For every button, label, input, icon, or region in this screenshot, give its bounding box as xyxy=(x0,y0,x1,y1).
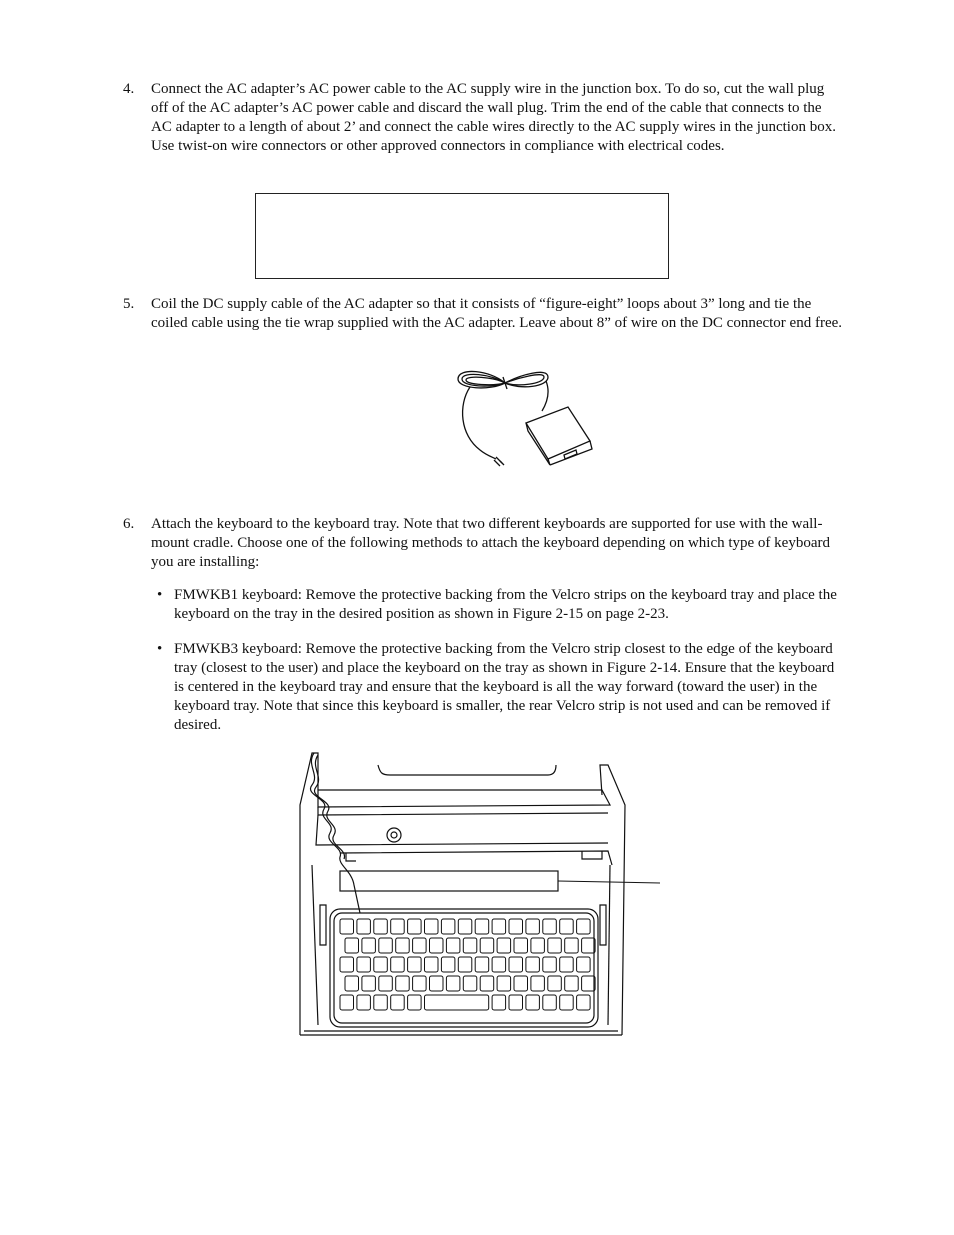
keyboard-key xyxy=(463,938,477,953)
step-number: 5. xyxy=(123,296,135,312)
keyboard-tray-illustration xyxy=(290,745,670,1040)
ac-adapter-illustration xyxy=(450,365,600,475)
keyboard-key xyxy=(391,957,405,972)
keyboard-key xyxy=(548,976,562,991)
note-box xyxy=(255,193,669,279)
keyboard-key xyxy=(509,995,523,1010)
keyboard-key xyxy=(475,919,489,934)
bullet-fmwkb3 xyxy=(157,640,847,735)
step-text: Connect the AC adapter’s AC power cable to the AC supply wire in the junction box. To do so, cut the wall plug off of the AC adapter’s AC power cable and discard the wall plug. Trim the end of the cable that connects to the AC adapter to a length of about 2’ and connect the cable wires directly to the AC supply wires in the junction box. Use twist-on wire connectors or other approved connectors in compliance with electrical codes. xyxy=(151,81,836,154)
keyboard-key xyxy=(577,919,591,934)
keyboard-key xyxy=(430,938,444,953)
keyboard-key xyxy=(514,938,528,953)
keyboard-key xyxy=(543,957,557,972)
keyboard-key xyxy=(497,938,511,953)
keyboard-key xyxy=(509,957,523,972)
keyboard-key xyxy=(396,976,410,991)
keyboard-key xyxy=(480,976,494,991)
keyboard-key xyxy=(531,976,545,991)
keyboard-key xyxy=(526,919,540,934)
step-5 xyxy=(123,295,843,333)
keyboard-key xyxy=(345,976,359,991)
step-text: Coil the DC supply cable of the AC adapter so that it consists of “figure-eight” loops about 3” long and tie the coiled cable using the tie wrap supplied with the AC adapter. Leave about 8” of wire on the DC connector end free. xyxy=(151,296,843,331)
keyboard-key xyxy=(497,976,511,991)
keyboard-key xyxy=(543,919,557,934)
keyboard-key xyxy=(408,957,422,972)
keyboard-key xyxy=(514,976,528,991)
keyboard-key xyxy=(357,995,371,1010)
keyboard-key xyxy=(565,938,579,953)
bullet-fmwkb1 xyxy=(157,586,847,624)
keyboard-key xyxy=(509,919,523,934)
keyboard-key xyxy=(379,976,393,991)
keyboard-key xyxy=(560,957,574,972)
bullet-text: FMWKB3 keyboard: Remove the protective backing from the Velcro strip closest to the edge of the keyboard tray (closest to the user) and place the keyboard on the tray as shown in Figure 2-14. Ensure that the keyboard is centered in the keyboard tray and ensure that the keyboard is all the way forward (toward the user) in the keyboard tray. Note that since this keyboard is smaller, the rear Velcro strip is not used and can be removed if desired. xyxy=(174,641,835,733)
keyboard-key xyxy=(531,938,545,953)
keyboard-key xyxy=(391,919,405,934)
keyboard-key xyxy=(475,957,489,972)
keyboard-key xyxy=(374,919,388,934)
bullet-icon: • xyxy=(157,641,163,657)
keyboard-key xyxy=(340,957,354,972)
keyboard-key xyxy=(357,957,371,972)
keyboard-key xyxy=(391,995,405,1010)
keyboard-key xyxy=(577,995,591,1010)
keyboard-key xyxy=(345,938,359,953)
keyboard-key xyxy=(560,995,574,1010)
keyboard-key xyxy=(396,938,410,953)
keyboard-key xyxy=(413,938,427,953)
keyboard-key xyxy=(379,938,393,953)
keyboard-key xyxy=(374,995,388,1010)
keyboard-key xyxy=(408,919,422,934)
keyboard-key xyxy=(441,957,455,972)
keyboard-key xyxy=(357,919,371,934)
keyboard-key xyxy=(492,957,506,972)
step-4 xyxy=(123,80,843,156)
keyboard-key xyxy=(560,919,574,934)
keyboard-key xyxy=(492,919,506,934)
keyboard-key xyxy=(425,919,439,934)
keyboard-key xyxy=(577,957,591,972)
bullet-text: FMWKB1 keyboard: Remove the protective backing from the Velcro strips on the keyboard tray and place the keyboard on the tray in the desired position as shown in Figure 2-15 on page 2-23. xyxy=(174,587,837,622)
keyboard-key xyxy=(425,957,439,972)
keyboard-key xyxy=(526,995,540,1010)
keyboard-key xyxy=(543,995,557,1010)
keyboard-key xyxy=(458,919,472,934)
keyboard-key xyxy=(526,957,540,972)
step-text: Attach the keyboard to the keyboard tray. Note that two different keyboards are supported for use with the wall-mount cradle. Choose one of the following methods to attach the keyboard depending on which type of keyboard you are installing: xyxy=(151,516,830,570)
keyboard-key xyxy=(362,976,376,991)
keyboard-key xyxy=(492,995,506,1010)
keyboard-key xyxy=(446,938,460,953)
keyboard-key xyxy=(480,938,494,953)
keyboard-key xyxy=(582,976,596,991)
keyboard-key xyxy=(413,976,427,991)
keyboard-key xyxy=(463,976,477,991)
keyboard-key xyxy=(548,938,562,953)
step-number: 6. xyxy=(123,516,135,532)
keyboard-key xyxy=(374,957,388,972)
keyboard-key xyxy=(340,995,354,1010)
keyboard-key xyxy=(565,976,579,991)
keyboard-key xyxy=(408,995,422,1010)
keyboard-key xyxy=(430,976,444,991)
step-6 xyxy=(123,515,843,572)
spacebar-key xyxy=(425,995,489,1010)
bullet-icon: • xyxy=(157,587,163,603)
keyboard-key xyxy=(340,919,354,934)
keyboard-key xyxy=(441,919,455,934)
keyboard-key xyxy=(582,938,596,953)
keyboard-key xyxy=(458,957,472,972)
keyboard-key xyxy=(362,938,376,953)
keyboard-key xyxy=(446,976,460,991)
step-number: 4. xyxy=(123,81,135,97)
